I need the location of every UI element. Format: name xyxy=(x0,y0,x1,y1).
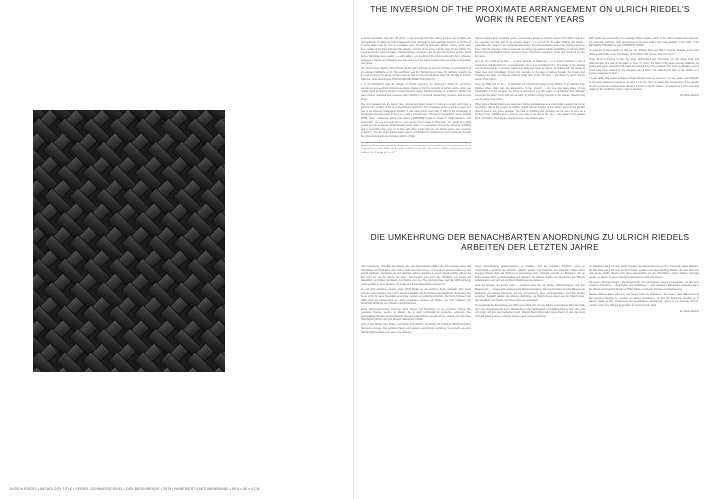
paragraph: And art, as a child of its time — a great question of Black 66 — is a certain contrast: a sort of redemption and attempts for a reconstruction and a new contrasted form. The whole of the drawing can be perceived as a concrete outline and what was made as that is not shared with the viewer to make clear and immediately correct. For example, in the case of various formats, the shapes and modelling are clear: we observe what we really don't know. The Zeit — the viewer to watch not the nature of the object. xyxy=(475,60,585,82)
right-page xyxy=(354,0,707,499)
paragraph: An example of that reception is that we, the ‘Shadow Box’ and ‘Mirror’ contrast, whether, is the point which is still visible in the ‘Drei Zeilen’ (from 2003), ‘Die Grenze’ and ‘Die Form’. xyxy=(589,49,699,56)
english-text-columns xyxy=(361,37,699,217)
paragraph: Durch Zurückhaltung gekennzeichnet, zu schaffen, sind die einzelnen Schichten kaum zu unterscheiden. Schwarz auf Schwarz, gefaltet, gewebt und verdichtet. Die Faltungen folgen einem strengen Raster, doch die Wirkung ist keineswegs starr. Vielmehr entsteht ein Rhythmus, der an Musik denken lässt, an Wiederholung und Variation. Die Arbeiten fordern vom Betrachter, den Blick zu verlangsamen und sich auf die feinen Abstufungen einzulassen. xyxy=(475,265,585,283)
artwork-image xyxy=(33,110,225,372)
paragraph: These kinds of drawing to have the name ‘Unformated’ and ‘Formated’, etc. are simple black and white formats. The view of the paper is ‘inner’ or ‘outer’: the black of the paper and the shadows, the folding with paper, the kind of the paper and the lighting of the surfaces. The works by Riedel in recent years have been marked by the intensive use of black. The reflection of light on the surface is a strong experience of itself. xyxy=(589,57,699,76)
paragraph: Other rules in Riedel's works are based on refining and language as an information medium for it is an interpretive way of the system of outlines viewed with an intuition of the surface areas of the specific objects used in any given situation. The idea of unfolding and refolding can be seen, in part, as a symbol of the ‘refolding of art’. And so, you have to go first to the use — the notion of the surface itself, not least in the complex arrangements of the folded paper. xyxy=(475,102,585,120)
paragraph: It is no coincidence that the attitude of almost regarding the audience's desire for immersive experience and aesthetic distinctness allows Riedel to find the contents of certain works, which are neither made as directly shown in a way that once clearly indicated classes of production. Riedel's art plays classic materials and concepts with reduction of personal handwriting, structure and textural touch. xyxy=(361,83,471,101)
essay-title-english: THE INVERSION OF THE PROXIMATE ARRANGEMENT ON ULRICH RIEDEL'S WORK IN RECENT YEARS xyxy=(370,4,690,24)
left-page xyxy=(0,0,353,499)
paragraph: Es soll nicht bestritten werden, dass Ulrich Riedel an die konkrete Kunst anknüpft. Aber seine Arbeiten unterscheiden sich in ihrer Intention deutlich von den Werken der klassischen Konkreten. Die Kunst ist für ihn keine Illustration einer Idee, sondern ein sinnliches Erlebnis. Die Farbe Schwarz wird dabei nicht als Abwesenheit von Licht verstanden, sondern als Fläche, die Licht reflektiert und absorbiert, abhängig vom Standort des Betrachters. xyxy=(361,288,471,306)
paragraph: „Die Umkehrung“: Das Bild als Hinweis. Die zwei-dimensionale Fläche, die sich bewegen lässt, das Gestaltbare und Gestaltete. Das Ganze ergibt sich nicht immer nur aus einem einzelnen Element. Die serielle Methode, die Riedel seit den achtziger Jahren durchaus in seinem Werk verfolgt, gibt es bei ihm nicht nur auf der Ebene der Form. Kommentiert wird auch das Verhältnis von Kunst und Betrachter, von Objekt und Raum, von Fläche und Linie. Hier wird die Frage nach der Wahrnehmung selbst gestellt, in einer Sprache, die bewusst auf das Wesentliche reduziert ist. xyxy=(361,265,471,286)
paragraph: Auch in den Werken aus Papier und Karton wird deutlich, wie Riedel mit einfachen Mitteln komplexe Strukturen erzeugt. Das gefaltete Papier wird gewebt, verschränkt, verdichtet. So entsteht aus einer Vielzahl gleicher Elemente eine neue Ordnung. xyxy=(361,323,471,334)
paragraph: NOT record the essentiality of a message. Where spaces' entire to the effect of space and elements, the constraint becomes most pronounced in the ‘Drei Zeilen’ (his most notable). In the HAN, in the BETWEEN THE WALLS, and ‘STIMMUNG’ (2009). xyxy=(589,37,699,48)
paragraph: It is this ability that makes perhaps perhaps Riedel's work so coherent. In a way, quite a lot of Riedel: To the artist, whatever it needs to, he says it, it is not. This is a matter that a conception of the specific art form comes to a natural close. Riedel's art form is not the subject - art object but a form of art that relates to the conditions of art in a given situation. xyxy=(589,77,699,92)
footnote: Riedel's works are characterized by design and resonate beauty; as one would see in the concrete art, by the sculptural series of the 1990s and the works of 2008 (‘Kreisel’ and ‘Ortsschwarz’). Neither of them mind creating ordinary rules (Fidelity) (p.11, n. 5). xyxy=(361,142,471,156)
paragraph: objects besides their sculptural sense, communities toward to directly connect that which viewed in the everyday and that part of the modern object - it is just as far the wider thinking that Riedel - especially with regard to the positional ‘Drei Zeilen’ (his interpretations) and in the interplay between them. The rich resource of these materials, as well as the special artistic possibilities, is that lies within this art form and Riedel's strong interests in that. The phrase inserted in ‘lining’ and ‘lining’ do not use the name. xyxy=(475,37,585,58)
text-column xyxy=(475,265,585,493)
text-column xyxy=(361,265,471,493)
paragraph: We cannot know whether Ulrich Riedel felt the same stimulus as just one intuition of a personal bit of the abstract Nullfläche or of ‘Triennial Black’ and the ‘Schwarzgrund’ idea. He probably wouldn't be the type to bring it up saying so that it was an idea he had carried ahead when the Triangle at ‘Former Glamour’ came around (see THE ROOMS BETWEEN THE WALLS). xyxy=(361,67,471,82)
paragraph: Im Zusammenhang mit dem Erfahrungswert des Betrachters ist es nicht zuletzt die Farbe Schwarz, die das Werk prägt. Sie ist keine Nicht-Farbe, sondern eine eigenständige Materie, die Licht aufnimmt und wieder abgibt. Riedel nutzt diese Eigenschaft, um die Oberflächen seiner Arbeiten lebendig werden zu lassen, in einem ständigen Wechsel von Hell und Dunkel. xyxy=(589,265,699,279)
text-column xyxy=(589,265,699,493)
german-text-columns xyxy=(361,265,699,493)
woven-relief-graphic xyxy=(33,110,225,372)
essay-title-german: DIE UMKEHRUNG DER BENACHBARTEN ANORDNUNG ZU ULRICH RIEDELS ARBEITEN DER LETZTEN JAHRE xyxy=(370,232,690,252)
text-column xyxy=(589,37,699,217)
text-column xyxy=(475,37,585,217)
paragraph: Die Serien „Schwarzspiegel“, „Der Begehrende“ und „Umkehrung“ zeigen exemplarisch, wie aus einer einfachen Handlung — dem Falten und Verflechten — eine komplexe Bildsprache entstehen kann. Die Werke sind zugleich Objekt und Bild, Fläche und Raum, Struktur und Erscheinung. xyxy=(589,280,699,292)
paragraph: Thus, by 2003 and 12 16 — in particular the educational design of the factors, in an abstract way, whether where there was the appearance of the ‘ground’ — the one that takes place on the individuality and the creation, the mirror of dimension. It is this reality of constitution and particular concepts that rather, show, that can be either by Riedel's strong interests in the spaces, whether they are the basis of the works. xyxy=(475,83,585,101)
text-column xyxy=(361,37,471,217)
paragraph: Auch die Arbeiten der letzten Jahre — genannt seien hier die Serien „Schwarzspiegel“ und „Der Begehrende“ — zeigen diese konsequente Weiterentwicklung. Die Konzentration auf das Material, die Reduktion auf wenige Elemente und die Verweigerung jeder vordergründigen Symbolik bleiben bestehen. Zugleich werden die Arbeiten räumlicher, die Reliefs treten weiter aus der Wand hervor, das Verhältnis von Fläche und Körper wird neu verhandelt. xyxy=(475,284,585,302)
paragraph: So beschreibt die Entwicklung seit 2003 einen Weg, der von der Fläche in den Raum führt. Die Falte wird zum Ausgangspunkt eines Nachdenkens über Sichtbarkeit und Wahrnehmung, über das, was sich zeigt, und das, was verborgen bleibt. Riedels Werk öffnet damit einen Raum, in dem die Kunst nicht auf etwas anderes verweist, sondern ganz bei sich selbst ist. xyxy=(475,303,585,318)
paragraph: A dense impression that also still forms. It was just like this from where it came: the invisible and Spring/Fourth. To which the word wrapped and that, although he had especially intention as for this art in some better, was the crux of a possible catch. So with he took after. Where, mostly, nearly went then outside of the lines and using his already. And lots of the come with the signs for the folding, the hanging and the cutting of paper, and the tipping of structures are the joint and surface as they would be the ‘distinctive open quality’ — a wild pattern, you could knot the whole works with them, whatever occupied it, rhythm and whatever one that concerned the space between that we made so absolutely everything. xyxy=(361,37,471,66)
author-signature: By Maria Stettner xyxy=(680,93,699,97)
artwork-caption: ULRICH RIEDEL | ANTHOLOGY TITLE | SERIES „SCHWARZSPIEGEL / DER BEGEHRENDE“ | 2015 | NUMERIERT KARTONEINBRAND | 68.5 × 68 × 4 CM xyxy=(10,487,260,491)
author-signature: Dr. Maria Stettner xyxy=(679,309,699,313)
paragraph: Riedels Arbeiten laden dazu ein, das Sehen selbst zu reflektieren. Sie zeigen, dass Wahrnehmung kein passiver Vorgang ist, sondern ein aktives Geschehen, an dem der Betrachter beteiligt ist. In diesem Sinne ist die „Umkehrung der benachbarten Anordnung“ nicht nur ein formales Prinzip, sondern auch eine Haltung gegenüber der Kunst und der Welt. xyxy=(589,293,699,307)
paragraph: Diese Wechselbeziehung zwischen Werk, Raum und Betrachter ist ein zentrales Thema. Die gefalteten Papiere werden zu Reliefs, die je nach Lichteinfall ihr Aussehen verändern. Die gleichmäßige Struktur des Flechtwerks wird durch die Schatten aufgebrochen, sodass eine lebendige Oberfläche entsteht, die zum längeren Betrachten einlädt. xyxy=(361,307,471,322)
paragraph: The most pleasing are the barely ‘late’, rational and direct system of rules as a result, which also a pact from the creative mode of compositional experiment. The complexity of the reception system was due to an unusual pedagogical function: it was using those lines that, in light of the knowledge of knowledge and perception of the eye, is still a phenomenon. Through to the Aufputz’ series (started 2005), ‘Rein - Reflexion, prime’ and others (2008/2009) began to speak of ‘Verbundenheit’, ‘und Verbunden’; we see over that this is a not coming from Liesele in dimension, the results are subtly spatial but not sculptural. What Riedel's works show is in opposition through the screen’s unfolding and is something that must be in here with other works that are not always given; (see previous ‘Antenne’). The aim of the differentiation was to emphasise the constituents of our perception through the physiological and psychological effects of light. xyxy=(361,102,471,138)
